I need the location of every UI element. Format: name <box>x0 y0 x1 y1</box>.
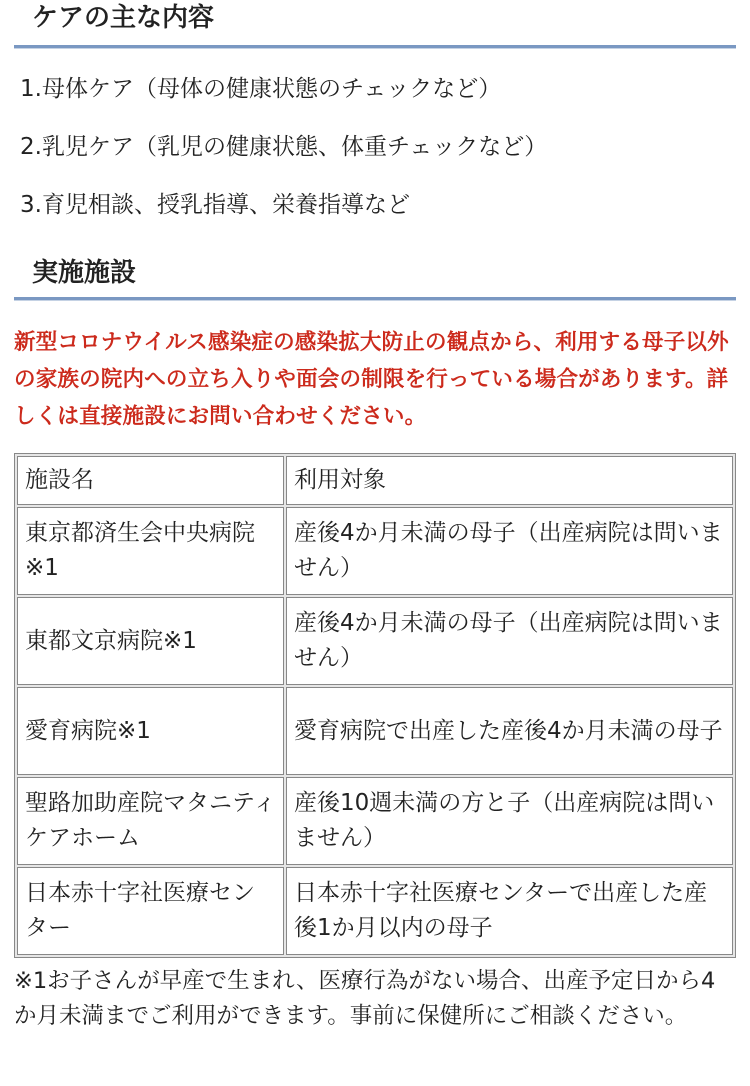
list-item: 2.乳児ケア（乳児の健康状態、体重チェックなど） <box>20 134 548 160</box>
facility-name-cell: 愛育病院※1 <box>17 687 284 775</box>
facility-name-cell: 東京都済生会中央病院※1 <box>17 507 284 595</box>
list-item: 1.母体ケア（母体の健康状態のチェックなど） <box>20 76 502 102</box>
table-row <box>17 687 733 775</box>
target-cell: 産後4か月未満の母子（出産病院は問いません） <box>286 507 733 595</box>
target-cell: 日本赤十字社医療センターで出産した産後1か月以内の母子 <box>286 867 733 955</box>
care-list <box>14 74 736 220</box>
facility-name-cell: 東都文京病院※1 <box>17 597 284 685</box>
header-target: 利用対象 <box>286 456 733 505</box>
list-item: 3.育児相談、授乳指導、栄養指導など <box>20 192 410 218</box>
facility-table <box>14 453 736 958</box>
care-section-title: ケアの主な内容 <box>14 0 736 48</box>
covid-notice: 新型コロナウイルス感染症の感染拡大防止の観点から、利用する母子以外の家族の院内への立ち入りや面会の制限を行っている場合があります。詳しくは直接施設にお問い合わせください。 <box>14 330 729 429</box>
header-facility-name: 施設名 <box>17 456 284 505</box>
facility-name-cell: 日本赤十字社医療センター <box>17 867 284 955</box>
facility-name-cell: 聖路加助産院マタニティケアホーム <box>17 777 284 865</box>
table-row <box>17 867 733 955</box>
table-row <box>17 777 733 865</box>
footnote: ※1お子さんが早産で生まれ、医療行為がない場合、出産予定日から4か月未満までご利用ができます。事前に保健所にご相談ください。 <box>14 968 716 1029</box>
table-header-row <box>17 456 733 505</box>
target-cell: 産後10週未満の方と子（出産病院は問いません） <box>286 777 733 865</box>
facility-section-title: 実施施設 <box>14 248 736 300</box>
table-row <box>17 507 733 595</box>
table-row <box>17 597 733 685</box>
target-cell: 愛育病院で出産した産後4か月未満の母子 <box>286 687 733 775</box>
target-cell: 産後4か月未満の母子（出産病院は問いません） <box>286 597 733 685</box>
